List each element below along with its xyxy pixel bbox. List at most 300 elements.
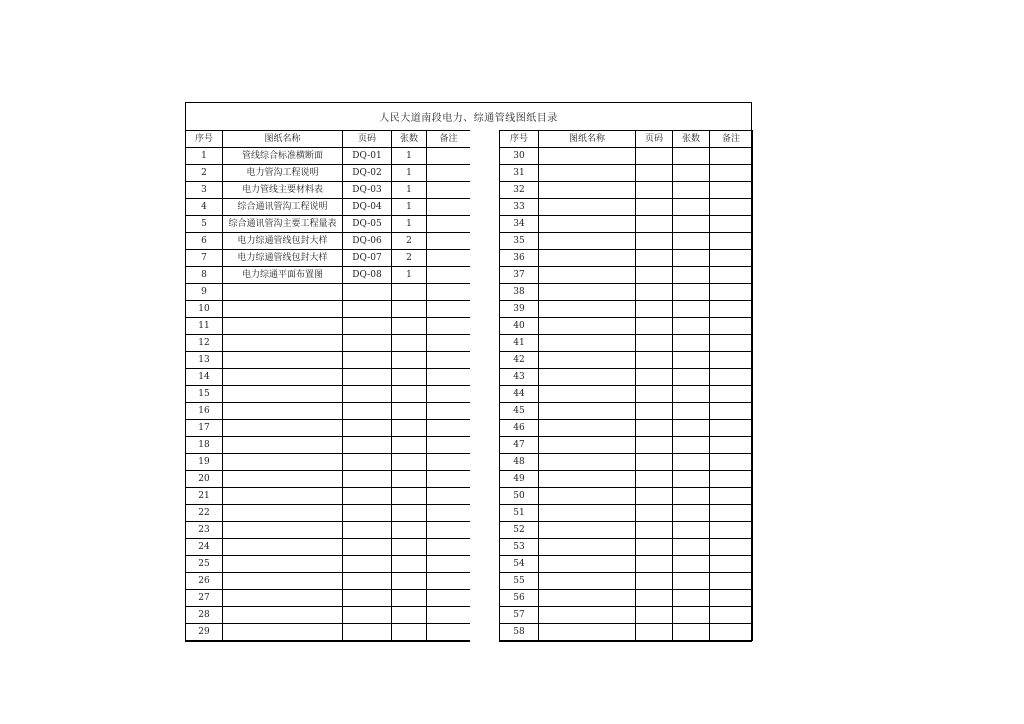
table-row	[500, 369, 753, 386]
cell-sheets	[392, 335, 427, 352]
table-row	[500, 267, 753, 284]
cell-sheets	[392, 624, 427, 641]
cell-name: 电力管沟工程说明	[223, 165, 343, 182]
cell-name	[223, 488, 343, 505]
cell-remark	[427, 573, 471, 590]
cell-page: DQ-08	[343, 267, 392, 284]
cell-no: 39	[500, 301, 539, 318]
table-row	[186, 148, 471, 165]
cell-sheets	[392, 437, 427, 454]
cell-sheets: 1	[392, 216, 427, 233]
cell-remark	[710, 165, 753, 182]
cell-no: 52	[500, 522, 539, 539]
cell-sheets	[673, 165, 710, 182]
cell-remark	[427, 250, 471, 267]
cell-sheets	[673, 471, 710, 488]
cell-name	[539, 624, 636, 641]
cell-no: 55	[500, 573, 539, 590]
cell-page	[636, 216, 673, 233]
cell-sheets	[392, 369, 427, 386]
cell-no: 3	[186, 182, 223, 199]
right-index-table	[499, 130, 753, 641]
cell-name	[223, 573, 343, 590]
cell-remark	[710, 284, 753, 301]
table-row	[186, 403, 471, 420]
cell-page	[636, 539, 673, 556]
cell-page: DQ-06	[343, 233, 392, 250]
left-header-row	[186, 131, 471, 148]
cell-remark	[427, 335, 471, 352]
cell-name	[539, 182, 636, 199]
cell-name	[223, 437, 343, 454]
cell-remark	[427, 607, 471, 624]
table-row	[186, 624, 471, 641]
cell-sheets	[673, 556, 710, 573]
table-row	[500, 182, 753, 199]
cell-sheets	[392, 471, 427, 488]
cell-sheets	[673, 318, 710, 335]
cell-no: 38	[500, 284, 539, 301]
table-row	[500, 165, 753, 182]
cell-sheets	[673, 437, 710, 454]
cell-page	[343, 573, 392, 590]
cell-sheets: 1	[392, 199, 427, 216]
table-row	[500, 420, 753, 437]
cell-page	[636, 386, 673, 403]
cell-sheets: 1	[392, 165, 427, 182]
cell-sheets: 1	[392, 267, 427, 284]
cell-no: 54	[500, 556, 539, 573]
cell-sheets	[673, 148, 710, 165]
table-row	[186, 573, 471, 590]
cell-name	[539, 437, 636, 454]
cell-page	[343, 318, 392, 335]
table-row	[186, 556, 471, 573]
cell-no: 53	[500, 539, 539, 556]
cell-name	[223, 386, 343, 403]
cell-sheets	[673, 522, 710, 539]
cell-no: 45	[500, 403, 539, 420]
header-page: 页码	[343, 131, 392, 148]
cell-sheets	[673, 590, 710, 607]
cell-name	[539, 148, 636, 165]
cell-name	[539, 284, 636, 301]
table-row	[500, 471, 753, 488]
cell-no: 44	[500, 386, 539, 403]
cell-page	[636, 352, 673, 369]
cell-no: 34	[500, 216, 539, 233]
cell-sheets	[392, 590, 427, 607]
cell-page	[343, 420, 392, 437]
table-row	[500, 437, 753, 454]
cell-remark	[710, 233, 753, 250]
cell-page	[636, 624, 673, 641]
cell-remark	[710, 607, 753, 624]
cell-remark	[710, 335, 753, 352]
cell-name	[223, 607, 343, 624]
cell-name	[539, 267, 636, 284]
cell-remark	[710, 539, 753, 556]
cell-remark	[710, 437, 753, 454]
cell-sheets	[673, 454, 710, 471]
table-row	[186, 386, 471, 403]
cell-page	[636, 284, 673, 301]
table-row	[186, 522, 471, 539]
cell-no: 50	[500, 488, 539, 505]
header-name: 图纸名称	[539, 131, 636, 148]
cell-remark	[427, 590, 471, 607]
cell-name: 电力综通管线包封大样	[223, 233, 343, 250]
table-row	[500, 607, 753, 624]
cell-page	[343, 488, 392, 505]
cell-name	[539, 233, 636, 250]
cell-no: 10	[186, 301, 223, 318]
cell-no: 35	[500, 233, 539, 250]
cell-no: 56	[500, 590, 539, 607]
cell-sheets	[673, 488, 710, 505]
sheet-title: 人民大道南段电力、综通管线图纸目录	[186, 103, 751, 131]
table-row	[500, 335, 753, 352]
table-row	[500, 386, 753, 403]
cell-name	[223, 539, 343, 556]
table-row	[500, 148, 753, 165]
cell-remark	[427, 233, 471, 250]
cell-name	[539, 301, 636, 318]
cell-sheets	[673, 386, 710, 403]
cell-page	[636, 335, 673, 352]
cell-remark	[710, 369, 753, 386]
cell-no: 1	[186, 148, 223, 165]
cell-name: 管线综合标准横断面	[223, 148, 343, 165]
cell-page: DQ-04	[343, 199, 392, 216]
cell-no: 29	[186, 624, 223, 641]
cell-remark	[710, 420, 753, 437]
cell-sheets	[673, 607, 710, 624]
cell-page	[636, 199, 673, 216]
table-row	[186, 267, 471, 284]
cell-remark	[427, 182, 471, 199]
header-page: 页码	[636, 131, 673, 148]
cell-sheets	[673, 284, 710, 301]
cell-page: DQ-07	[343, 250, 392, 267]
cell-no: 31	[500, 165, 539, 182]
table-row	[500, 522, 753, 539]
cell-name	[539, 573, 636, 590]
table-row	[186, 420, 471, 437]
table-row	[500, 505, 753, 522]
cell-page	[343, 437, 392, 454]
cell-page	[343, 403, 392, 420]
cell-page	[343, 386, 392, 403]
cell-sheets	[392, 556, 427, 573]
cell-page	[636, 556, 673, 573]
cell-name	[223, 454, 343, 471]
cell-name	[539, 607, 636, 624]
table-row	[500, 284, 753, 301]
cell-no: 23	[186, 522, 223, 539]
cell-name: 电力综通管线包封大样	[223, 250, 343, 267]
cell-sheets: 2	[392, 233, 427, 250]
cell-name	[539, 165, 636, 182]
cell-page	[343, 284, 392, 301]
cell-no: 51	[500, 505, 539, 522]
cell-sheets	[673, 420, 710, 437]
cell-remark	[427, 199, 471, 216]
cell-no: 28	[186, 607, 223, 624]
cell-name	[539, 471, 636, 488]
cell-page	[636, 420, 673, 437]
cell-no: 37	[500, 267, 539, 284]
cell-sheets	[392, 505, 427, 522]
cell-name	[539, 352, 636, 369]
cell-no: 26	[186, 573, 223, 590]
cell-page	[343, 369, 392, 386]
cell-remark	[427, 624, 471, 641]
cell-sheets	[673, 624, 710, 641]
table-row	[186, 505, 471, 522]
cell-remark	[427, 539, 471, 556]
header-sheets: 张数	[673, 131, 710, 148]
cell-name	[223, 420, 343, 437]
cell-sheets	[673, 233, 710, 250]
cell-sheets	[392, 488, 427, 505]
cell-remark	[710, 301, 753, 318]
cell-page	[636, 403, 673, 420]
table-row	[500, 556, 753, 573]
cell-sheets	[392, 352, 427, 369]
cell-no: 36	[500, 250, 539, 267]
cell-remark	[710, 318, 753, 335]
cell-name	[223, 301, 343, 318]
cell-page	[343, 556, 392, 573]
cell-no: 42	[500, 352, 539, 369]
cell-name	[539, 369, 636, 386]
cell-name	[223, 403, 343, 420]
table-row	[500, 318, 753, 335]
cell-name	[539, 505, 636, 522]
cell-page: DQ-02	[343, 165, 392, 182]
cell-remark	[427, 301, 471, 318]
cell-no: 27	[186, 590, 223, 607]
header-remark: 备注	[710, 131, 753, 148]
table-row	[186, 590, 471, 607]
cell-name	[539, 335, 636, 352]
cell-no: 57	[500, 607, 539, 624]
table-row	[186, 284, 471, 301]
cell-name	[539, 403, 636, 420]
table-row	[500, 216, 753, 233]
table-row	[500, 624, 753, 641]
cell-remark	[710, 352, 753, 369]
cell-remark	[427, 403, 471, 420]
header-no: 序号	[186, 131, 223, 148]
cell-name	[223, 284, 343, 301]
cell-no: 24	[186, 539, 223, 556]
cell-name	[539, 454, 636, 471]
cell-name	[539, 318, 636, 335]
cell-name: 电力综通平面布置图	[223, 267, 343, 284]
cell-name	[223, 352, 343, 369]
cell-page	[636, 590, 673, 607]
cell-page	[636, 165, 673, 182]
cell-page	[636, 301, 673, 318]
cell-no: 18	[186, 437, 223, 454]
cell-page: DQ-05	[343, 216, 392, 233]
cell-page	[636, 471, 673, 488]
cell-page	[343, 539, 392, 556]
cell-sheets	[673, 573, 710, 590]
cell-no: 33	[500, 199, 539, 216]
cell-remark	[710, 267, 753, 284]
cell-remark	[427, 505, 471, 522]
cell-page	[343, 454, 392, 471]
cell-page	[636, 233, 673, 250]
cell-sheets	[673, 267, 710, 284]
cell-no: 4	[186, 199, 223, 216]
cell-name	[539, 522, 636, 539]
table-row	[500, 454, 753, 471]
cell-no: 2	[186, 165, 223, 182]
table-row	[186, 454, 471, 471]
cell-name	[223, 590, 343, 607]
cell-remark	[427, 471, 471, 488]
cell-page	[343, 522, 392, 539]
cell-page	[343, 301, 392, 318]
cell-page	[636, 607, 673, 624]
cell-remark	[427, 267, 471, 284]
cell-page	[343, 590, 392, 607]
cell-no: 21	[186, 488, 223, 505]
table-row	[500, 250, 753, 267]
cell-sheets: 2	[392, 250, 427, 267]
table-row	[186, 250, 471, 267]
cell-name	[539, 590, 636, 607]
cell-name	[539, 250, 636, 267]
cell-name	[539, 420, 636, 437]
table-row	[186, 182, 471, 199]
table-row	[500, 590, 753, 607]
table-row	[186, 607, 471, 624]
header-sheets: 张数	[392, 131, 427, 148]
cell-no: 14	[186, 369, 223, 386]
table-row	[500, 199, 753, 216]
table-row	[186, 352, 471, 369]
cell-sheets	[392, 318, 427, 335]
table-row	[186, 437, 471, 454]
cell-remark	[427, 216, 471, 233]
cell-no: 9	[186, 284, 223, 301]
cell-page	[636, 182, 673, 199]
cell-remark	[427, 284, 471, 301]
cell-sheets	[673, 250, 710, 267]
cell-page	[636, 454, 673, 471]
table-row	[500, 488, 753, 505]
cell-remark	[427, 437, 471, 454]
cell-page: DQ-01	[343, 148, 392, 165]
cell-page	[343, 471, 392, 488]
cell-remark	[710, 471, 753, 488]
cell-remark	[427, 386, 471, 403]
cell-sheets	[673, 539, 710, 556]
table-row	[500, 573, 753, 590]
column-gap	[470, 130, 499, 642]
cell-remark	[710, 148, 753, 165]
cell-name	[223, 318, 343, 335]
cell-no: 58	[500, 624, 539, 641]
cell-remark	[427, 369, 471, 386]
cell-sheets: 1	[392, 182, 427, 199]
cell-page	[636, 318, 673, 335]
table-row	[186, 318, 471, 335]
cell-sheets	[392, 403, 427, 420]
cell-page	[636, 573, 673, 590]
cell-page	[343, 505, 392, 522]
cell-sheets	[673, 352, 710, 369]
cell-page	[343, 352, 392, 369]
cell-page	[343, 624, 392, 641]
cell-page	[636, 369, 673, 386]
table-row	[186, 488, 471, 505]
cell-no: 11	[186, 318, 223, 335]
cell-name: 综合通讯管沟工程说明	[223, 199, 343, 216]
cell-name	[223, 556, 343, 573]
cell-remark	[710, 199, 753, 216]
cell-no: 22	[186, 505, 223, 522]
cell-no: 5	[186, 216, 223, 233]
cell-name	[223, 471, 343, 488]
cell-no: 48	[500, 454, 539, 471]
cell-name	[223, 369, 343, 386]
table-row	[186, 539, 471, 556]
cell-sheets	[392, 284, 427, 301]
cell-no: 15	[186, 386, 223, 403]
cell-page	[343, 607, 392, 624]
table-row	[186, 471, 471, 488]
table-row	[186, 216, 471, 233]
cell-name	[539, 386, 636, 403]
table-row	[186, 233, 471, 250]
table-row	[500, 233, 753, 250]
cell-remark	[427, 454, 471, 471]
cell-page	[636, 148, 673, 165]
cell-remark	[710, 522, 753, 539]
cell-remark	[710, 216, 753, 233]
header-name: 图纸名称	[223, 131, 343, 148]
cell-sheets	[673, 301, 710, 318]
cell-name	[223, 624, 343, 641]
cell-remark	[710, 624, 753, 641]
cell-name	[223, 335, 343, 352]
cell-name	[539, 488, 636, 505]
cell-no: 6	[186, 233, 223, 250]
cell-sheets	[392, 420, 427, 437]
cell-sheets	[673, 403, 710, 420]
cell-sheets: 1	[392, 148, 427, 165]
cell-no: 25	[186, 556, 223, 573]
cell-remark	[710, 556, 753, 573]
cell-sheets	[673, 216, 710, 233]
table-row	[500, 352, 753, 369]
table-row	[186, 199, 471, 216]
cell-name	[223, 522, 343, 539]
cell-no: 19	[186, 454, 223, 471]
cell-name: 电力管线主要材料表	[223, 182, 343, 199]
cell-no: 30	[500, 148, 539, 165]
cell-page	[636, 267, 673, 284]
header-remark: 备注	[427, 131, 471, 148]
cell-sheets	[392, 386, 427, 403]
cell-page	[636, 250, 673, 267]
